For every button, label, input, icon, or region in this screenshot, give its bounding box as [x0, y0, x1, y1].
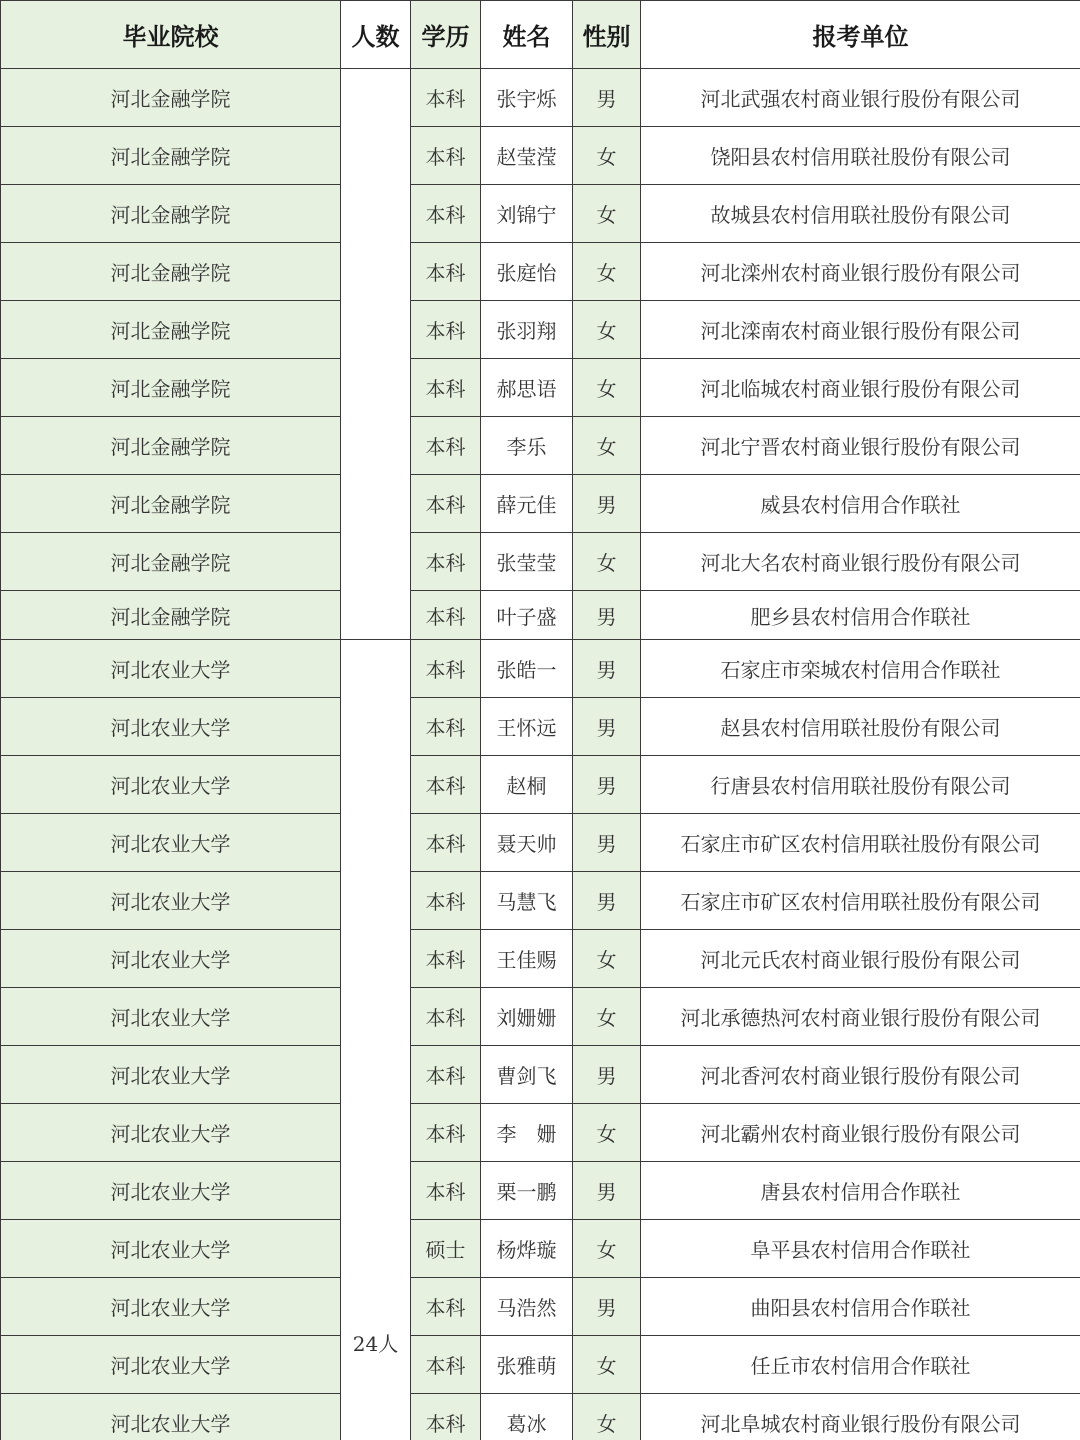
cell-education: 硕士 [411, 1220, 481, 1278]
cell-gender: 男 [573, 872, 641, 930]
header-employer: 报考单位 [641, 1, 1080, 69]
cell-school: 河北农业大学 [1, 930, 341, 988]
cell-education: 本科 [411, 1104, 481, 1162]
cell-school: 河北农业大学 [1, 1046, 341, 1104]
cell-employer: 河北武强农村商业银行股份有限公司 [641, 69, 1080, 127]
cell-employer: 河北滦州农村商业银行股份有限公司 [641, 243, 1080, 301]
cell-name: 聂天帅 [481, 814, 573, 872]
header-school: 毕业院校 [1, 1, 341, 69]
table-row [1, 1336, 1080, 1394]
cell-gender: 男 [573, 591, 641, 640]
cell-education: 本科 [411, 1394, 481, 1440]
cell-education: 本科 [411, 1162, 481, 1220]
cell-gender: 男 [573, 640, 641, 698]
header-count: 人数 [341, 1, 411, 69]
cell-school: 河北农业大学 [1, 698, 341, 756]
cell-employer: 石家庄市矿区农村信用联社股份有限公司 [641, 872, 1080, 930]
cell-name: 曹剑飞 [481, 1046, 573, 1104]
cell-employer: 任丘市农村信用合作联社 [641, 1336, 1080, 1394]
cell-gender: 女 [573, 243, 641, 301]
cell-gender: 女 [573, 988, 641, 1046]
cell-school: 河北金融学院 [1, 69, 341, 127]
cell-gender: 女 [573, 127, 641, 185]
cell-gender: 男 [573, 1278, 641, 1336]
cell-gender: 女 [573, 930, 641, 988]
cell-school: 河北金融学院 [1, 243, 341, 301]
cell-school: 河北金融学院 [1, 359, 341, 417]
table-row [1, 698, 1080, 756]
cell-gender: 女 [573, 185, 641, 243]
cell-gender: 女 [573, 1220, 641, 1278]
group-count-cell [341, 69, 411, 640]
table-row [1, 301, 1080, 359]
cell-education: 本科 [411, 127, 481, 185]
cell-name: 王佳赐 [481, 930, 573, 988]
cell-employer: 曲阳县农村信用合作联社 [641, 1278, 1080, 1336]
cell-school: 河北农业大学 [1, 1336, 341, 1394]
cell-education: 本科 [411, 814, 481, 872]
cell-employer: 行唐县农村信用联社股份有限公司 [641, 756, 1080, 814]
cell-name: 马浩然 [481, 1278, 573, 1336]
cell-name: 赵莹滢 [481, 127, 573, 185]
table-row [1, 533, 1080, 591]
table-row [1, 1104, 1080, 1162]
cell-school: 河北金融学院 [1, 127, 341, 185]
cell-school: 河北金融学院 [1, 533, 341, 591]
cell-education: 本科 [411, 1046, 481, 1104]
cell-education: 本科 [411, 930, 481, 988]
cell-gender: 男 [573, 756, 641, 814]
cell-education: 本科 [411, 475, 481, 533]
cell-name: 王怀远 [481, 698, 573, 756]
table-row [1, 127, 1080, 185]
cell-name: 李乐 [481, 417, 573, 475]
table-row [1, 640, 1080, 698]
cell-name: 刘姗姗 [481, 988, 573, 1046]
cell-education: 本科 [411, 591, 481, 640]
header-gender: 性别 [573, 1, 641, 69]
cell-education: 本科 [411, 359, 481, 417]
cell-education: 本科 [411, 533, 481, 591]
group-count-cell: 24人 [341, 640, 411, 1440]
cell-gender: 男 [573, 1162, 641, 1220]
cell-education: 本科 [411, 698, 481, 756]
cell-name: 张皓一 [481, 640, 573, 698]
cell-school: 河北金融学院 [1, 591, 341, 640]
cell-gender: 女 [573, 1104, 641, 1162]
cell-name: 杨烨璇 [481, 1220, 573, 1278]
table-row [1, 814, 1080, 872]
table-row [1, 359, 1080, 417]
cell-education: 本科 [411, 640, 481, 698]
cell-gender: 男 [573, 475, 641, 533]
table-row [1, 988, 1080, 1046]
cell-education: 本科 [411, 69, 481, 127]
header-row [1, 1, 1080, 69]
cell-employer: 肥乡县农村信用合作联社 [641, 591, 1080, 640]
cell-employer: 河北香河农村商业银行股份有限公司 [641, 1046, 1080, 1104]
cell-name: 栗一鹏 [481, 1162, 573, 1220]
cell-name: 张莹莹 [481, 533, 573, 591]
cell-name: 赵桐 [481, 756, 573, 814]
cell-school: 河北农业大学 [1, 1220, 341, 1278]
cell-employer: 河北阜城农村商业银行股份有限公司 [641, 1394, 1080, 1440]
cell-gender: 女 [573, 359, 641, 417]
table-row [1, 185, 1080, 243]
cell-employer: 河北霸州农村商业银行股份有限公司 [641, 1104, 1080, 1162]
cell-education: 本科 [411, 872, 481, 930]
cell-employer: 阜平县农村信用合作联社 [641, 1220, 1080, 1278]
table-row [1, 591, 1080, 640]
cell-school: 河北金融学院 [1, 185, 341, 243]
cell-employer: 石家庄市矿区农村信用联社股份有限公司 [641, 814, 1080, 872]
cell-employer: 赵县农村信用联社股份有限公司 [641, 698, 1080, 756]
cell-name: 葛冰 [481, 1394, 573, 1440]
table-row [1, 1162, 1080, 1220]
table-row [1, 69, 1080, 127]
cell-education: 本科 [411, 1278, 481, 1336]
cell-name: 张雅萌 [481, 1336, 573, 1394]
cell-education: 本科 [411, 185, 481, 243]
cell-name: 张宇烁 [481, 69, 573, 127]
table-row [1, 475, 1080, 533]
cell-name: 李 姗 [481, 1104, 573, 1162]
cell-employer: 唐县农村信用合作联社 [641, 1162, 1080, 1220]
cell-school: 河北农业大学 [1, 756, 341, 814]
cell-name: 马慧飞 [481, 872, 573, 930]
table-row [1, 1046, 1080, 1104]
cell-school: 河北农业大学 [1, 640, 341, 698]
cell-school: 河北农业大学 [1, 872, 341, 930]
cell-employer: 河北滦南农村商业银行股份有限公司 [641, 301, 1080, 359]
cell-education: 本科 [411, 417, 481, 475]
cell-employer: 河北大名农村商业银行股份有限公司 [641, 533, 1080, 591]
cell-education: 本科 [411, 1336, 481, 1394]
cell-employer: 河北临城农村商业银行股份有限公司 [641, 359, 1080, 417]
header-name: 姓名 [481, 1, 573, 69]
cell-education: 本科 [411, 243, 481, 301]
cell-school: 河北农业大学 [1, 814, 341, 872]
cell-employer: 威县农村信用合作联社 [641, 475, 1080, 533]
cell-gender: 男 [573, 69, 641, 127]
cell-school: 河北农业大学 [1, 1278, 341, 1336]
cell-education: 本科 [411, 756, 481, 814]
cell-school: 河北金融学院 [1, 301, 341, 359]
table-row [1, 756, 1080, 814]
cell-school: 河北农业大学 [1, 988, 341, 1046]
cell-gender: 男 [573, 814, 641, 872]
cell-name: 叶子盛 [481, 591, 573, 640]
table-row [1, 1394, 1080, 1440]
cell-gender: 女 [573, 1336, 641, 1394]
cell-gender: 男 [573, 698, 641, 756]
cell-gender: 女 [573, 1394, 641, 1440]
roster-body [1, 69, 1080, 1440]
table-row [1, 872, 1080, 930]
cell-gender: 女 [573, 417, 641, 475]
cell-employer: 河北元氏农村商业银行股份有限公司 [641, 930, 1080, 988]
cell-name: 刘锦宁 [481, 185, 573, 243]
cell-employer: 石家庄市栾城农村信用合作联社 [641, 640, 1080, 698]
cell-name: 张羽翔 [481, 301, 573, 359]
cell-education: 本科 [411, 301, 481, 359]
cell-employer: 河北承德热河农村商业银行股份有限公司 [641, 988, 1080, 1046]
cell-education: 本科 [411, 988, 481, 1046]
cell-name: 张庭怡 [481, 243, 573, 301]
table-row [1, 243, 1080, 301]
cell-school: 河北农业大学 [1, 1104, 341, 1162]
table-row [1, 1220, 1080, 1278]
cell-name: 郝思语 [481, 359, 573, 417]
cell-gender: 男 [573, 1046, 641, 1104]
cell-gender: 女 [573, 533, 641, 591]
cell-school: 河北金融学院 [1, 475, 341, 533]
cell-school: 河北农业大学 [1, 1162, 341, 1220]
cell-employer: 饶阳县农村信用联社股份有限公司 [641, 127, 1080, 185]
cell-name: 薛元佳 [481, 475, 573, 533]
header-education: 学历 [411, 1, 481, 69]
cell-employer: 故城县农村信用联社股份有限公司 [641, 185, 1080, 243]
table-row [1, 417, 1080, 475]
cell-employer: 河北宁晋农村商业银行股份有限公司 [641, 417, 1080, 475]
cell-school: 河北农业大学 [1, 1394, 341, 1440]
cell-gender: 女 [573, 301, 641, 359]
table-row [1, 1278, 1080, 1336]
table-row [1, 930, 1080, 988]
cell-school: 河北金融学院 [1, 417, 341, 475]
